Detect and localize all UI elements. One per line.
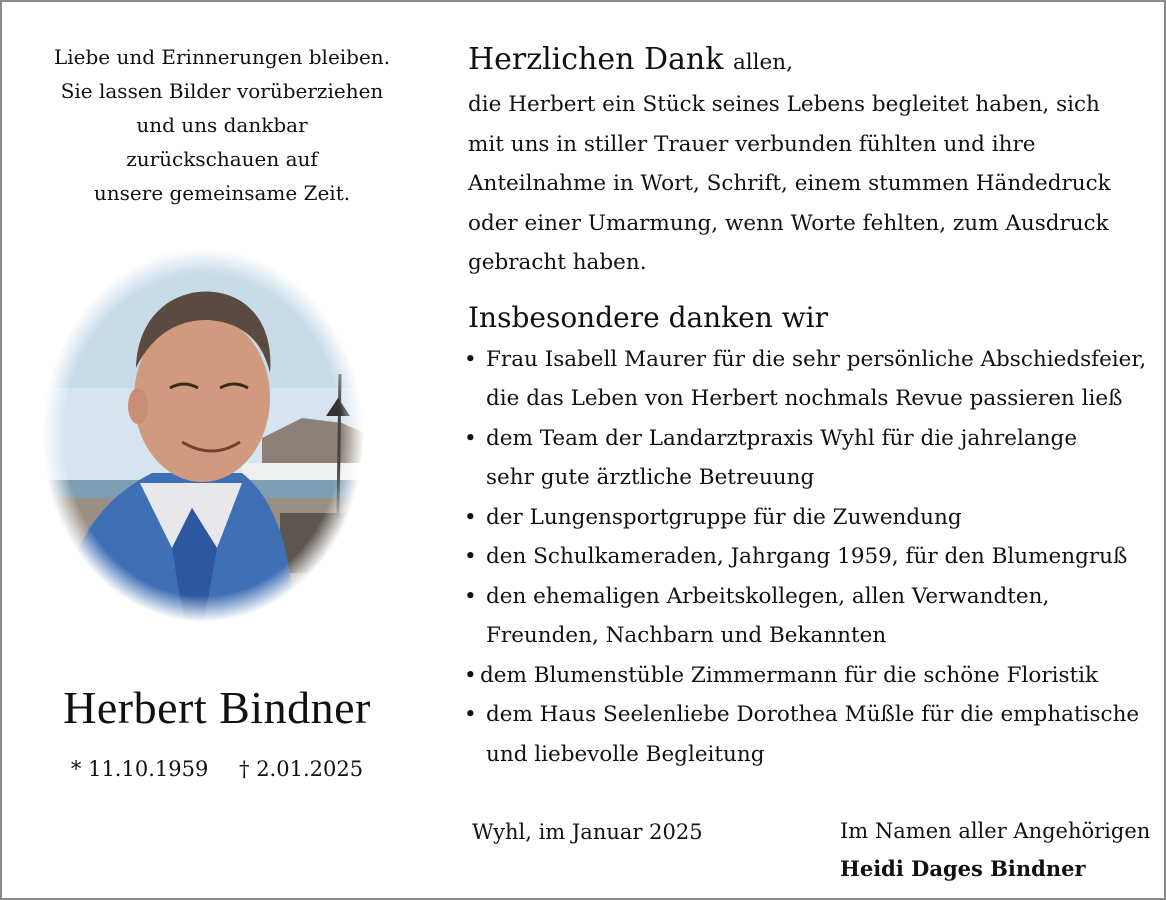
list-item-line: die das Leben von Herbert nochmals Revue passieren ließ	[486, 386, 1123, 411]
thanks-list	[464, 340, 1148, 775]
birth-date: * 11.10.1959	[70, 757, 209, 781]
special-thanks-heading: Insbesondere danken wir	[468, 300, 828, 334]
poem-line: Sie lassen Bilder vorüberziehen	[60, 79, 384, 103]
poem-line: unsere gemeinsame Zeit.	[93, 181, 351, 205]
bullet-icon: •	[464, 346, 477, 372]
poem-line: und uns dankbar	[136, 113, 308, 137]
signature-name: Heidi Dages Bindner	[840, 856, 1086, 881]
thanks-text	[464, 38, 1148, 774]
deceased-name: Herbert Bindner	[63, 682, 371, 733]
list-item-line: den Schulkameraden, Jahrgang 1959, für den Blumengruß	[486, 544, 1128, 569]
list-item	[464, 537, 1148, 577]
list-item-line: und liebevolle Begleitung	[486, 741, 765, 767]
bullet-icon: •	[464, 504, 477, 530]
list-item	[464, 419, 1148, 498]
thanks-headline	[468, 38, 1148, 85]
list-item-line: der Lungensportgruppe für die Zuwendung	[486, 504, 962, 530]
list-item-line: Frau Isabell Maurer für die sehr persönliche Abschiedsfeier,	[486, 346, 1147, 372]
poem-line: zurückschauen auf	[126, 147, 318, 171]
body-line: mit uns in stiller Trauer verbunden fühlten und ihre	[468, 131, 1036, 157]
signature-block	[840, 812, 1150, 888]
list-item-line: sehr gute ärztliche Betreuung	[486, 465, 815, 490]
bullet-icon: •	[464, 544, 477, 569]
on-behalf-line: Im Namen aller Angehörigen	[840, 819, 1151, 843]
list-item	[464, 695, 1148, 774]
list-item-line: Freunden, Nachbarn und Bekannten	[486, 623, 887, 648]
portrait-photo	[42, 248, 364, 622]
bullet-icon: •	[464, 425, 477, 451]
headline-main: Herzlichen Dank	[468, 42, 724, 77]
life-dates	[42, 754, 392, 784]
bullet-icon: •	[464, 662, 477, 688]
headline-rest: allen,	[732, 50, 793, 75]
body-line: Anteilnahme in Wort, Schrift, einem stummen Händedruck	[468, 171, 1111, 196]
bullet-icon: •	[464, 583, 477, 609]
body-line: die Herbert ein Stück seines Lebens begleitet haben, sich	[468, 92, 1100, 117]
place-date: Wyhl, im Januar 2025	[472, 820, 703, 844]
portrait-illustration	[42, 248, 364, 622]
poem-line: Liebe und Erinnerungen bleiben.	[53, 45, 391, 69]
bullet-icon: •	[464, 702, 477, 727]
list-item-line: den ehemaligen Arbeitskollegen, allen Verwandten,	[486, 583, 1050, 609]
list-item-line: dem Haus Seelenliebe Dorothea Müßle für die emphatische	[486, 702, 1140, 727]
list-item	[464, 656, 1148, 696]
list-item	[464, 498, 1148, 538]
list-item-line: dem Team der Landarztpraxis Wyhl für die jahrelange	[486, 425, 1078, 451]
body-line: oder einer Umarmung, wenn Worte fehlten, zum Ausdruck	[468, 210, 1109, 236]
body-line: gebracht haben.	[468, 250, 647, 275]
list-item-line: dem Blumenstüble Zimmermann für die schöne Floristik	[480, 662, 1099, 688]
list-item	[464, 340, 1148, 419]
death-date: † 2.01.2025	[239, 757, 364, 781]
memorial-poem	[42, 40, 402, 210]
list-item	[464, 577, 1148, 656]
